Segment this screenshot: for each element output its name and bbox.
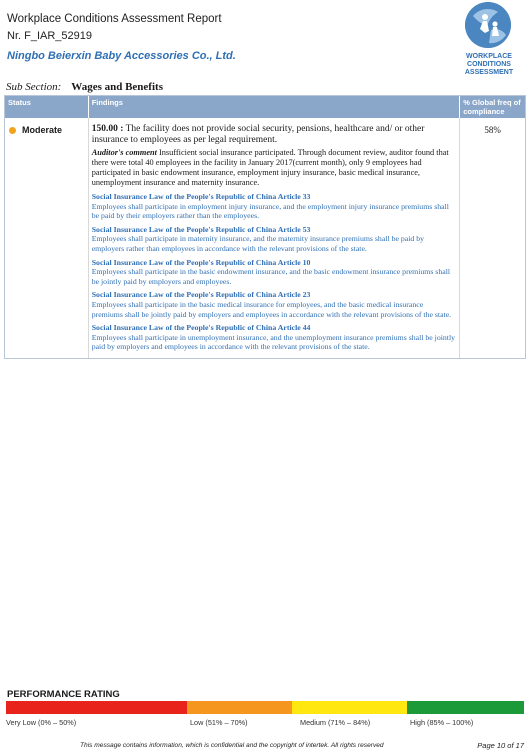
globe-icon	[465, 2, 511, 48]
finding-statement	[92, 124, 456, 146]
rating-label-low: Low (51% – 70%)	[190, 718, 248, 727]
law-title: Social Insurance Law of the People's Republic of China Article 33	[91, 192, 311, 201]
rating-label-very-low: Very Low (0% – 50%)	[6, 718, 77, 727]
table-header	[5, 96, 525, 118]
header-compliance: % Global freq of compliance	[463, 98, 521, 116]
law-reference	[92, 225, 456, 254]
rating-segment-very-low	[6, 701, 187, 714]
page-number: Page 10 of 17	[477, 741, 524, 750]
subsection-heading	[6, 81, 163, 93]
rating-label-high: High (85% – 100%)	[410, 718, 474, 727]
law-text: Employees shall participate in maternity insurance, and the maternity insurance premiums shall be paid by employers rather than employees in accordance with the relevant provisions of the state.	[91, 234, 425, 253]
rating-segment-low	[187, 701, 292, 714]
wca-logo	[452, 2, 526, 78]
subsection-value: Wages and Benefits	[71, 81, 163, 93]
header-status: Status	[5, 96, 89, 118]
subsection-label: Sub Section:	[6, 81, 62, 93]
law-title: Social Insurance Law of the People's Republic of China Article 10	[91, 257, 311, 267]
report-title: Workplace Conditions Assessment Report	[7, 13, 222, 25]
company-name: Ningbo Beierxin Baby Accessories Co., Ltd.	[7, 50, 236, 62]
law-title: Social Insurance Law of the People's Republic of China Article 44	[91, 323, 311, 333]
auditor-comment	[92, 148, 456, 188]
logo-word-1: WORKPLACE	[466, 53, 512, 60]
law-text: Employees shall participate in the basic medical insurance for employees, and the basic medical insurance premiums shall be jointly paid by employers and employees in accordance with the relevant provisions of the state.	[91, 299, 452, 319]
law-title: Social Insurance Law of the People's Republic of China Article 23	[91, 290, 311, 300]
law-reference	[92, 290, 456, 319]
logo-word-2: CONDITIONS	[467, 61, 511, 68]
status-cell	[5, 118, 89, 358]
findings-table	[4, 95, 526, 359]
rating-label-medium: Medium (71% – 84%)	[300, 718, 371, 727]
law-text: Employees shall participate in the basic endowment insurance, and the basic endowment insurance premiums shall be jointly paid by employers and employees.	[91, 267, 451, 286]
finding-text: The facility does not provide social security, pensions, healthcare and/ or other insurance to employees as per legal requirement.	[91, 124, 425, 145]
status-dot-icon	[9, 127, 16, 134]
table-row	[5, 118, 525, 358]
report-number: Nr. F_IAR_52919	[7, 30, 92, 42]
compliance-cell: 58%	[484, 125, 501, 135]
rating-segment-medium	[292, 701, 407, 714]
law-text: Employees shall participate in employment injury insurance, and the employment injury insurance premiums shall be paid by their employers rather than the employees.	[91, 201, 449, 221]
logo-word-3: ASSESSMENT	[464, 69, 514, 76]
finding-code: 150.00 :	[91, 124, 124, 134]
auditor-comment-label: Auditor's comment	[91, 148, 157, 157]
performance-rating-bar	[6, 701, 524, 714]
law-title: Social Insurance Law of the People's Republic of China Article 53	[91, 224, 311, 234]
law-text: Employees shall participate in unemployment insurance, and the unemployment insurance premiums shall be jointly paid by employers and employees in accordance with the relevant provisions of the state.	[91, 332, 456, 352]
findings-cell	[89, 118, 461, 358]
status-label: Moderate	[22, 125, 63, 135]
law-reference	[92, 323, 456, 352]
auditor-comment-text: Insufficient social insurance participated. Through document review, auditor found that there were total 40 employees in the facility in January 2017(current month), only 9 employees had participated in basic endowment insurance, employment injury insurance, basic medical insurance, unemployment insurance and maternity insurance.	[91, 148, 449, 187]
rating-segment-high	[407, 701, 524, 714]
law-reference	[92, 192, 456, 221]
performance-rating-title: PERFORMANCE RATING	[7, 689, 120, 700]
confidentiality-note: This message contains information, which is confidential and the copyright of intertek. All rights reserved	[80, 742, 384, 749]
header-findings: Findings	[89, 96, 461, 118]
law-reference	[92, 258, 456, 287]
